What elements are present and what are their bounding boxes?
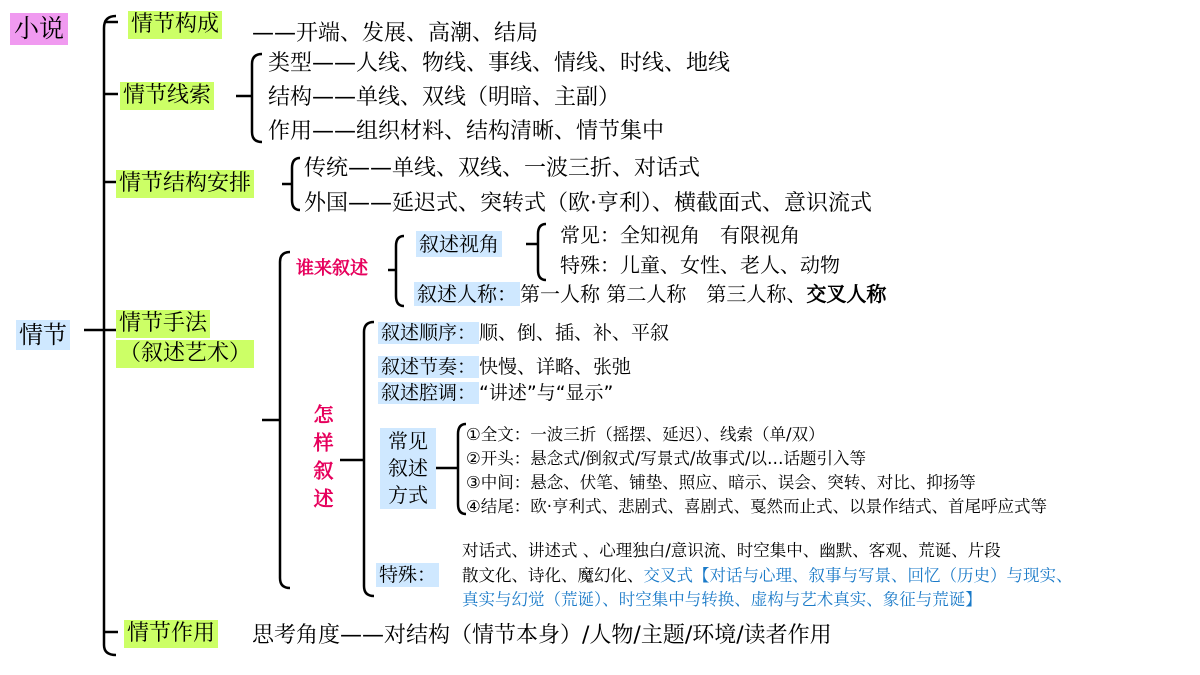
person-label: 叙述人称：: [414, 282, 520, 306]
clues-row: 作用——组织材料、结构清晰、情节集中: [268, 119, 665, 144]
rhythm-label: 叙述节奏：: [378, 356, 479, 378]
composition-text: ——开端、发展、高潮、结局: [252, 21, 539, 46]
special-label: 特殊：: [376, 563, 439, 587]
technique-sublabel: （叙述艺术）: [116, 340, 254, 368]
function-label: 情节作用: [124, 620, 218, 648]
root-title: 小说: [10, 13, 68, 45]
special-line: 对话式、讲述式 、心理独白/意识流、时空集中、幽默、客观、荒诞、片段: [462, 541, 1001, 560]
view-special: 特殊：儿童、女性、老人、动物: [560, 253, 840, 277]
special-line2-blue: 交叉式【对话与心理、叙事与写景、回忆（历史）与现实、: [643, 566, 1073, 585]
structure-row: 外国——延迟式、突转式（欧·亨利）、横截面式、意识流式: [304, 191, 872, 216]
view-common: 常见：全知视角 有限视角: [560, 223, 800, 247]
method-row: ②开头：悬念式/倒叙式/写景式/故事式/以…话题引入等: [466, 449, 867, 468]
method-row: ①全文：一波三折（摇摆、延迟）、线索（单/双）: [466, 425, 825, 444]
order-label: 叙述顺序：: [378, 322, 479, 344]
structure-row: 传统——单线、双线、一波三折、对话式: [304, 156, 701, 181]
method-row: ③中间：悬念、伏笔、铺垫、照应、暗示、误会、突转、对比、抑扬等: [466, 473, 976, 492]
clues-label: 情节线索: [120, 82, 214, 110]
composition-label: 情节构成: [128, 11, 222, 39]
clues-row: 结构——单线、双线（明暗、主副）: [268, 85, 621, 110]
order-row: [378, 321, 669, 345]
rhythm-text: 快慢、详略、张弛: [479, 356, 632, 378]
tone-row: [378, 381, 613, 405]
special-line: 真实与幻觉（荒诞）、时空集中与转换、虚构与艺术真实、象征与荒诞】: [462, 590, 982, 609]
person-row: [414, 281, 886, 307]
structure-label: 情节结构安排: [116, 170, 254, 198]
order-text: 顺、倒、插、补、平叙: [479, 322, 670, 344]
view-label: 叙述视角: [416, 231, 502, 257]
rhythm-row: [378, 355, 631, 379]
tone-label: 叙述腔调：: [378, 382, 479, 404]
person-text: 第一人称 第二人称 第三人称、: [520, 282, 807, 306]
function-text: 思考角度——对结构（情节本身）/人物/主题/环境/读者作用: [252, 623, 832, 648]
methods-label: 常见叙述方式: [380, 428, 436, 509]
method-row: ④结尾：欧·亨利式、悲剧式、喜剧式、戛然而止式、以景作结式、首尾呼应式等: [466, 497, 1048, 516]
special-line2-black: 散文化、诗化、魔幻化、: [462, 566, 644, 585]
who-narrates-label: 谁来叙述: [296, 258, 368, 279]
tone-text: “讲述”与“显示”: [479, 382, 614, 404]
plot-label: 情节: [16, 320, 70, 350]
how-narrates-label: 怎样叙述: [310, 404, 334, 516]
clues-row: 类型——人线、物线、事线、情线、时线、地线: [268, 51, 731, 76]
special-line: [462, 565, 1073, 586]
technique-label: 情节手法: [116, 310, 210, 338]
person-bold: 交叉人称: [806, 282, 887, 306]
